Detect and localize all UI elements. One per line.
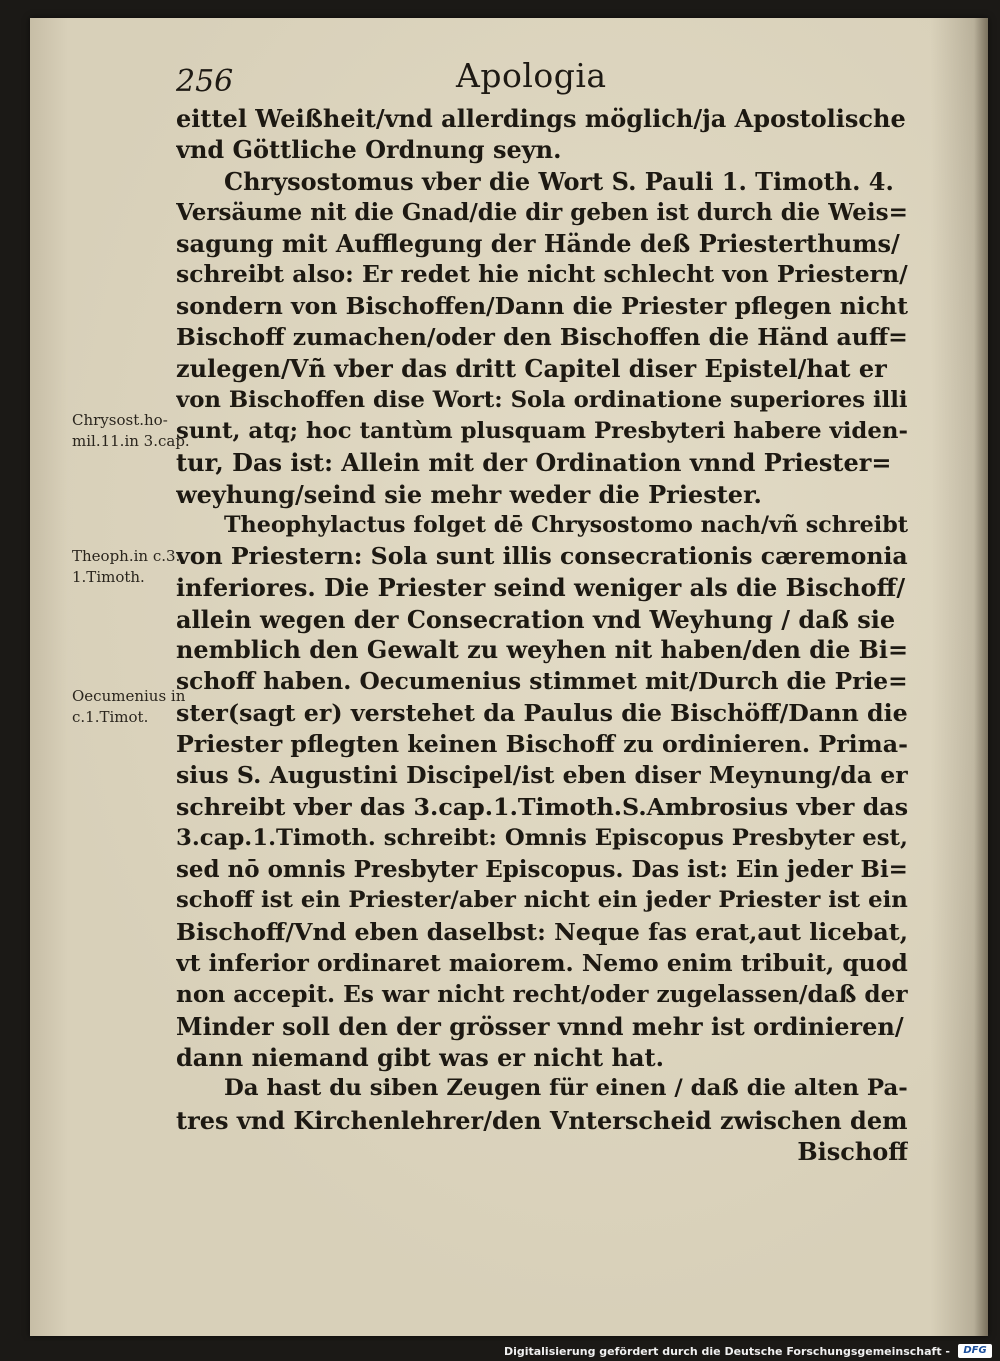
text-line: eittel Weißheit/vnd allerdings möglich/ja Apostolische [176,104,906,133]
text-line: Versäume nit die Gnad/die dir geben ist durch die Weis= [176,198,908,226]
body-text [176,103,908,1167]
page-edge-shadow [974,18,988,1336]
margin-note-oecumenius: Oecumenius in c.1.Timot. [72,687,186,726]
text-line: allein wegen der Consecration vnd Weyhung / daß sie [176,604,896,634]
text-line: weyhung/seind sie mehr weder die Priester. [176,479,762,509]
text-line: inferiores. Die Priester seind weniger als die Bischoff/ [176,573,906,603]
text-line: Bischoff zumachen/oder den Bischoffen die Händ auff= [176,323,908,352]
text-line: Priester pflegten keinen Bischoff zu ordinieren. Prima- [176,729,908,758]
text-line: sius S. Augustini Discipel/ist eben diser Meynung/da er [176,761,908,790]
text-line: nemblich den Gewalt zu weyhen nit haben/den die Bi= [176,636,908,665]
dfg-logo-icon: DFG [958,1344,992,1358]
text-line: tur, Das ist: Allein mit der Ordination vnnd Priester= [176,448,892,478]
text-line: sunt, atq; hoc tantùm plusquam Presbyteri habere viden- [176,417,908,444]
text-line: schreibt vber das 3.cap.1.Timoth.S.Ambrosius vber das [176,792,908,821]
text-line: Minder soll den der grösser vnnd mehr ist ordinieren/ [176,1011,904,1041]
text-line: tres vnd Kirchenlehrer/den Vnterscheid zwischen dem [176,1105,908,1135]
text-line: schreibt also: Er redet hie nicht schlecht von Priestern/ [176,260,908,289]
text-line: Bischoff/Vnd eben daselbst: Neque fas erat,aut licebat, [176,917,908,946]
text-line: schoff haben. Oecumenius stimmet mit/Durch die Prie= [176,668,908,696]
text-line: vnd Göttliche Ordnung seyn. [176,135,562,165]
text-line: schoff ist ein Priester/aber nicht ein jeder Priester ist ein [176,887,908,914]
text-line: zulegen/Vñ vber das dritt Capitel diser Epistel/hat er [176,354,887,384]
text-line: Da hast du siben Zeugen für einen / daß die alten Pa- [224,1075,908,1102]
page-number: 256 [176,64,234,99]
text-line: sondern von Bischoffen/Dann die Priester pflegen nicht [176,291,908,320]
text-line: von Priestern: Sola sunt illis consecrationis cæremonia [176,542,908,571]
text-line: 3.cap.1.Timoth. schreibt: Omnis Episcopus Presbyter est, [176,824,908,851]
running-title: Apologia [456,56,607,95]
catchword: Bischoff [797,1136,908,1166]
footer-credit: Digitalisierung gefördert durch die Deutsche Forschungsgemeinschaft - [503,1345,950,1358]
page-header [176,56,896,104]
footer-bar [0,1341,1000,1361]
text-line: ster(sagt er) verstehet da Paulus die Bischöff/Dann die [176,698,908,727]
text-line: sed nō omnis Presbyter Episcopus. Das ist: Ein jeder Bi= [176,856,908,884]
margin-note-theophylact: Theoph.in c.3. 1.Timoth. [72,547,181,586]
text-line: vt inferior ordinaret maiorem. Nemo enim tribuit, quod [176,949,908,978]
text-line: dann niemand gibt was er nicht hat. [176,1042,664,1072]
margin-note-chrysostom: Chrysost.ho- mil.11.in 3.cap. [72,411,190,450]
text-line: von Bischoffen dise Wort: Sola ordinatione superiores illi [176,386,908,413]
text-line: Theophylactus folget dē Chrysostomo nach/vñ schreibt [224,511,908,538]
text-line: Chrysostomus vber die Wort S. Pauli 1. Timoth. 4. [224,166,894,196]
text-line: non accepit. Es war nicht recht/oder zugelassen/daß der [176,981,908,1009]
text-line: sagung mit Aufflegung der Hände deß Priesterthums/ [176,229,900,259]
